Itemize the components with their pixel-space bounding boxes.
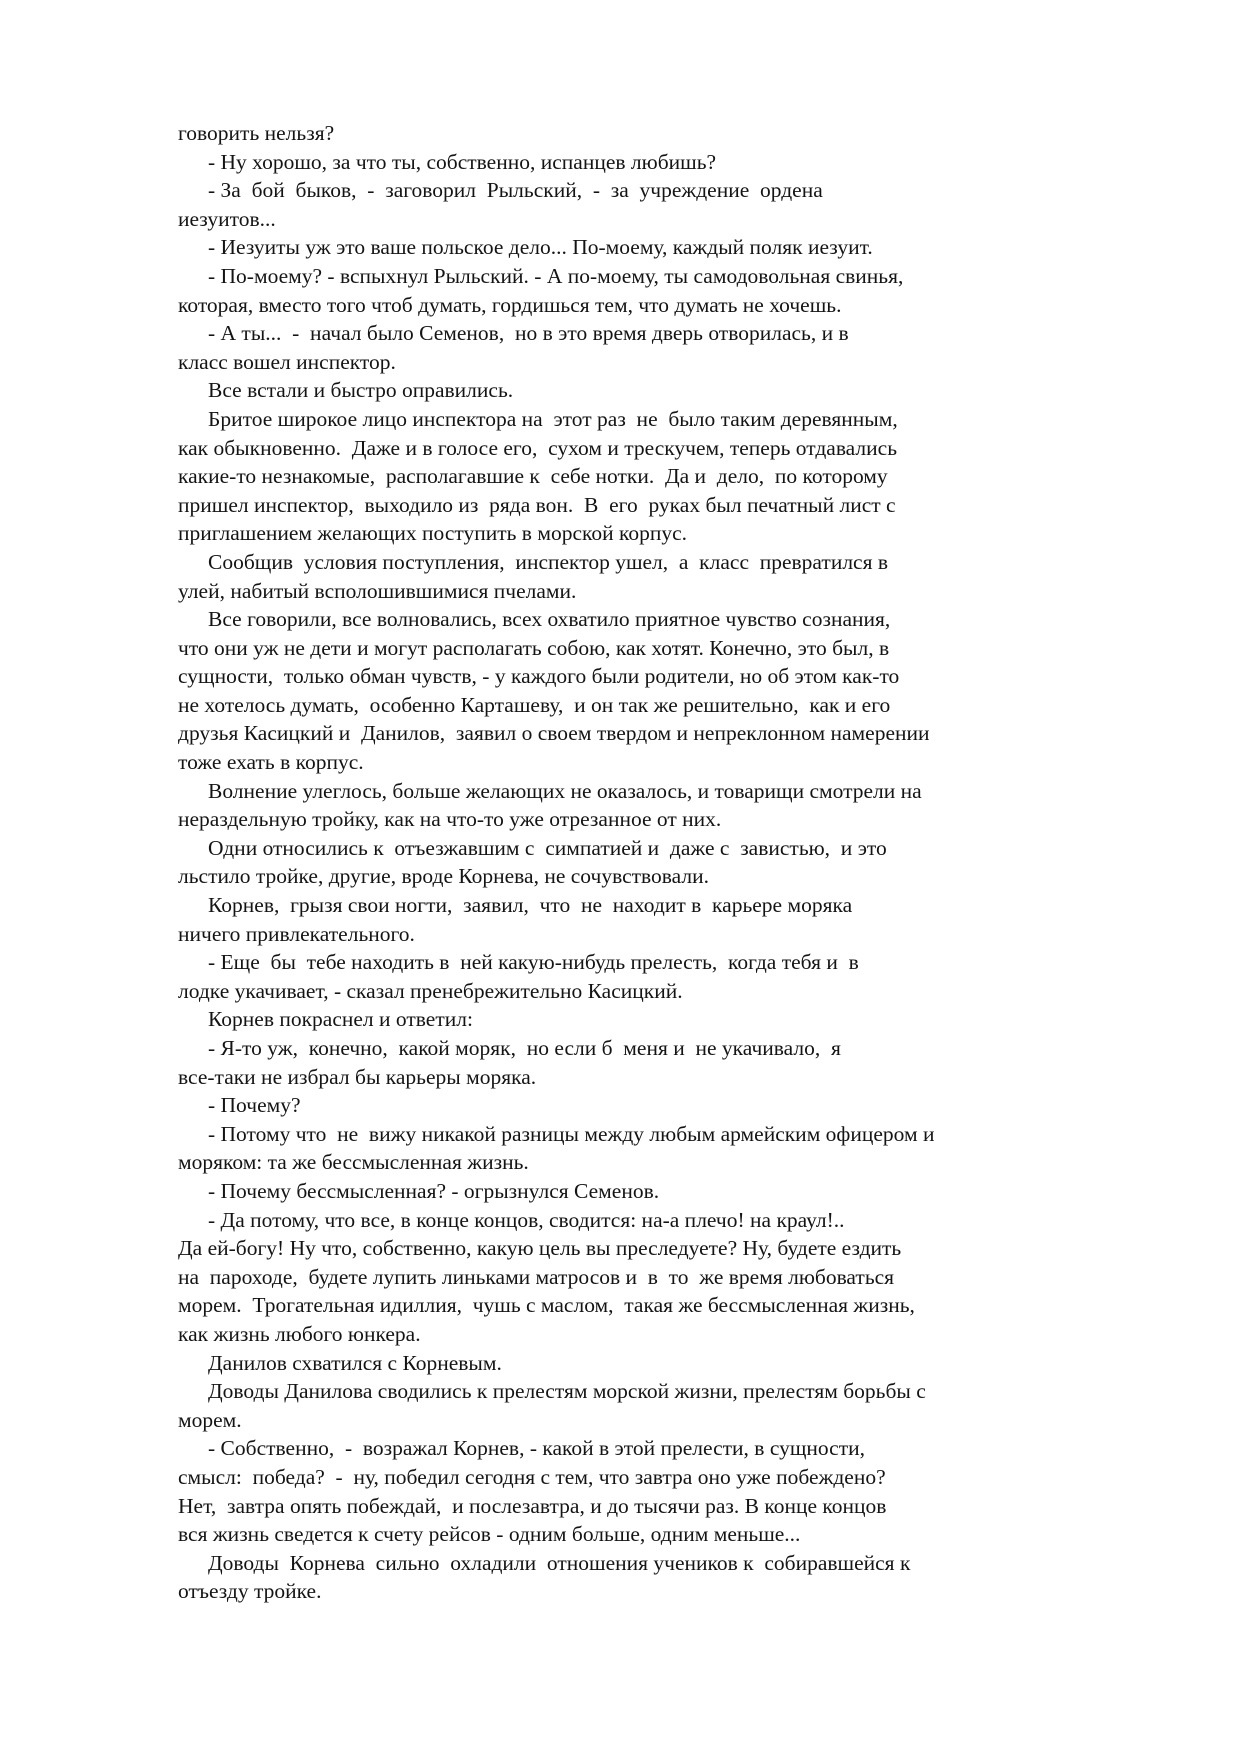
text-line: нераздельную тройку, как на что-то уже отрезанное от них. <box>178 807 722 832</box>
text-line: - Иезуиты уж это ваше польское дело... По-моему, каждый поляк иезуит. <box>208 235 873 260</box>
text-line: Бритое широкое лицо инспектора на этот раз не было таким деревянным, <box>208 406 898 431</box>
text-line: как жизнь любого юнкера. <box>178 1321 421 1346</box>
text-line: Одни относились к отъезжавшим с симпатией и даже с завистью, и это <box>208 835 887 860</box>
text-line: - Собственно, - возражал Корнев, - какой в этой прелести, в сущности, <box>208 1436 865 1461</box>
text-line: морем. Трогательная идиллия, чушь с маслом, такая же бессмысленная жизнь, <box>178 1293 915 1318</box>
text-line: Корнев покраснел и ответил: <box>208 1007 473 1032</box>
text-line: друзья Касицкий и Данилов, заявил о своем твердом и непреклонном намерении <box>178 721 930 746</box>
text-line: Да ей-богу! Ну что, собственно, какую цель вы преследуете? Ну, будете ездить <box>178 1236 902 1261</box>
text-line: тоже ехать в корпус. <box>178 750 364 775</box>
text-line: Все встали и быстро оправились. <box>208 378 514 403</box>
text-line: Корнев, грызя свои ногти, заявил, что не находит в карьере моряка <box>208 893 853 918</box>
text-line: какие-то незнакомые, располагавшие к себе нотки. Да и дело, по которому <box>178 464 888 489</box>
text-line: - По-моему? - вспыхнул Рыльский. - А по-моему, ты самодовольная свинья, <box>208 263 904 288</box>
text-line: смысл: победа? - ну, победил сегодня с тем, что завтра оно уже побеждено? <box>178 1464 886 1489</box>
text-line: отъезду тройке. <box>178 1579 322 1604</box>
text-line: говорить нельзя? <box>178 121 335 145</box>
text-line: - Потому что не вижу никакой разницы между любым армейским офицером и <box>208 1121 935 1146</box>
text-line: на пароходе, будете лупить линьками матросов и в то же время любоваться <box>178 1264 895 1289</box>
text-line: - Да потому, что все, в конце концов, сводится: на-а плечо! на краул!.. <box>208 1207 845 1232</box>
text-line: лодке укачивает, - сказал пренебрежительно Касицкий. <box>178 978 683 1003</box>
text-line: что они уж не дети и могут располагать собою, как хотят. Конечно, это был, в <box>178 635 890 660</box>
text-line: - А ты... - начал было Семенов, но в это время дверь отворилась, и в <box>208 321 849 346</box>
text-line: иезуитов... <box>178 206 276 231</box>
text-line: Нет, завтра опять побеждай, и послезавтра, и до тысячи раз. В конце концов <box>178 1493 887 1518</box>
text-line: как обыкновенно. Даже и в голосе его, сухом и трескучем, теперь отдавались <box>178 435 898 460</box>
text-line: Волнение улеглось, больше желающих не оказалось, и товарищи смотрели на <box>208 778 922 803</box>
text-line: все-таки не избрал бы карьеры моряка. <box>178 1064 537 1089</box>
text-line: пришел инспектор, выходило из ряда вон. В его руках был печатный лист с <box>178 492 896 517</box>
text-line: - Я-то уж, конечно, какой моряк, но если б меня и не укачивало, я <box>208 1036 841 1060</box>
text-line: класс вошел инспектор. <box>178 349 396 374</box>
text-line: морем. <box>178 1407 242 1432</box>
text-line: не хотелось думать, особенно Карташеву, и он так же решительно, как и его <box>178 692 891 717</box>
text-line: - Почему бессмысленная? - огрызнулся Семенов. <box>208 1178 660 1203</box>
text-line: - Ну хорошо, за что ты, собственно, испанцев любишь? <box>208 149 717 174</box>
text-line: Все говорили, все волновались, всех охватило приятное чувство сознания, <box>208 607 891 632</box>
text-line: льстило тройке, другие, вроде Корнева, не сочувствовали. <box>178 864 709 889</box>
text-body <box>178 119 1078 1606</box>
text-line: вся жизнь сведется к счету рейсов - одним больше, одним меньше... <box>178 1522 801 1547</box>
text-line: улей, набитый всполошившимися пчелами. <box>178 578 577 603</box>
text-line: - Почему? <box>208 1093 301 1118</box>
text-line: которая, вместо того чтоб думать, гордишься тем, что думать не хочешь. <box>178 292 842 317</box>
text-line: приглашением желающих поступить в морской корпус. <box>178 521 687 546</box>
text-line: - За бой быков, - заговорил Рыльский, - за учреждение ордена <box>208 178 823 203</box>
text-line: сущности, только обман чувств, - у каждого были родители, но об этом как-то <box>178 664 900 689</box>
text-line: Доводы Данилова сводились к прелестям морской жизни, прелестям борьбы с <box>208 1379 926 1404</box>
text-line: Данилов схватился с Корневым. <box>208 1350 502 1375</box>
text-line: ничего привлекательного. <box>178 921 415 946</box>
text-line: Сообщив условия поступления, инспектор ушел, а класс превратился в <box>208 549 889 574</box>
text-line: - Еще бы тебе находить в ней какую-нибудь прелесть, когда тебя и в <box>208 950 859 975</box>
text-line: моряком: та же бессмысленная жизнь. <box>178 1150 529 1175</box>
document-page <box>178 119 1078 1606</box>
text-line: Доводы Корнева сильно охладили отношения учеников к собиравшейся к <box>208 1550 911 1575</box>
